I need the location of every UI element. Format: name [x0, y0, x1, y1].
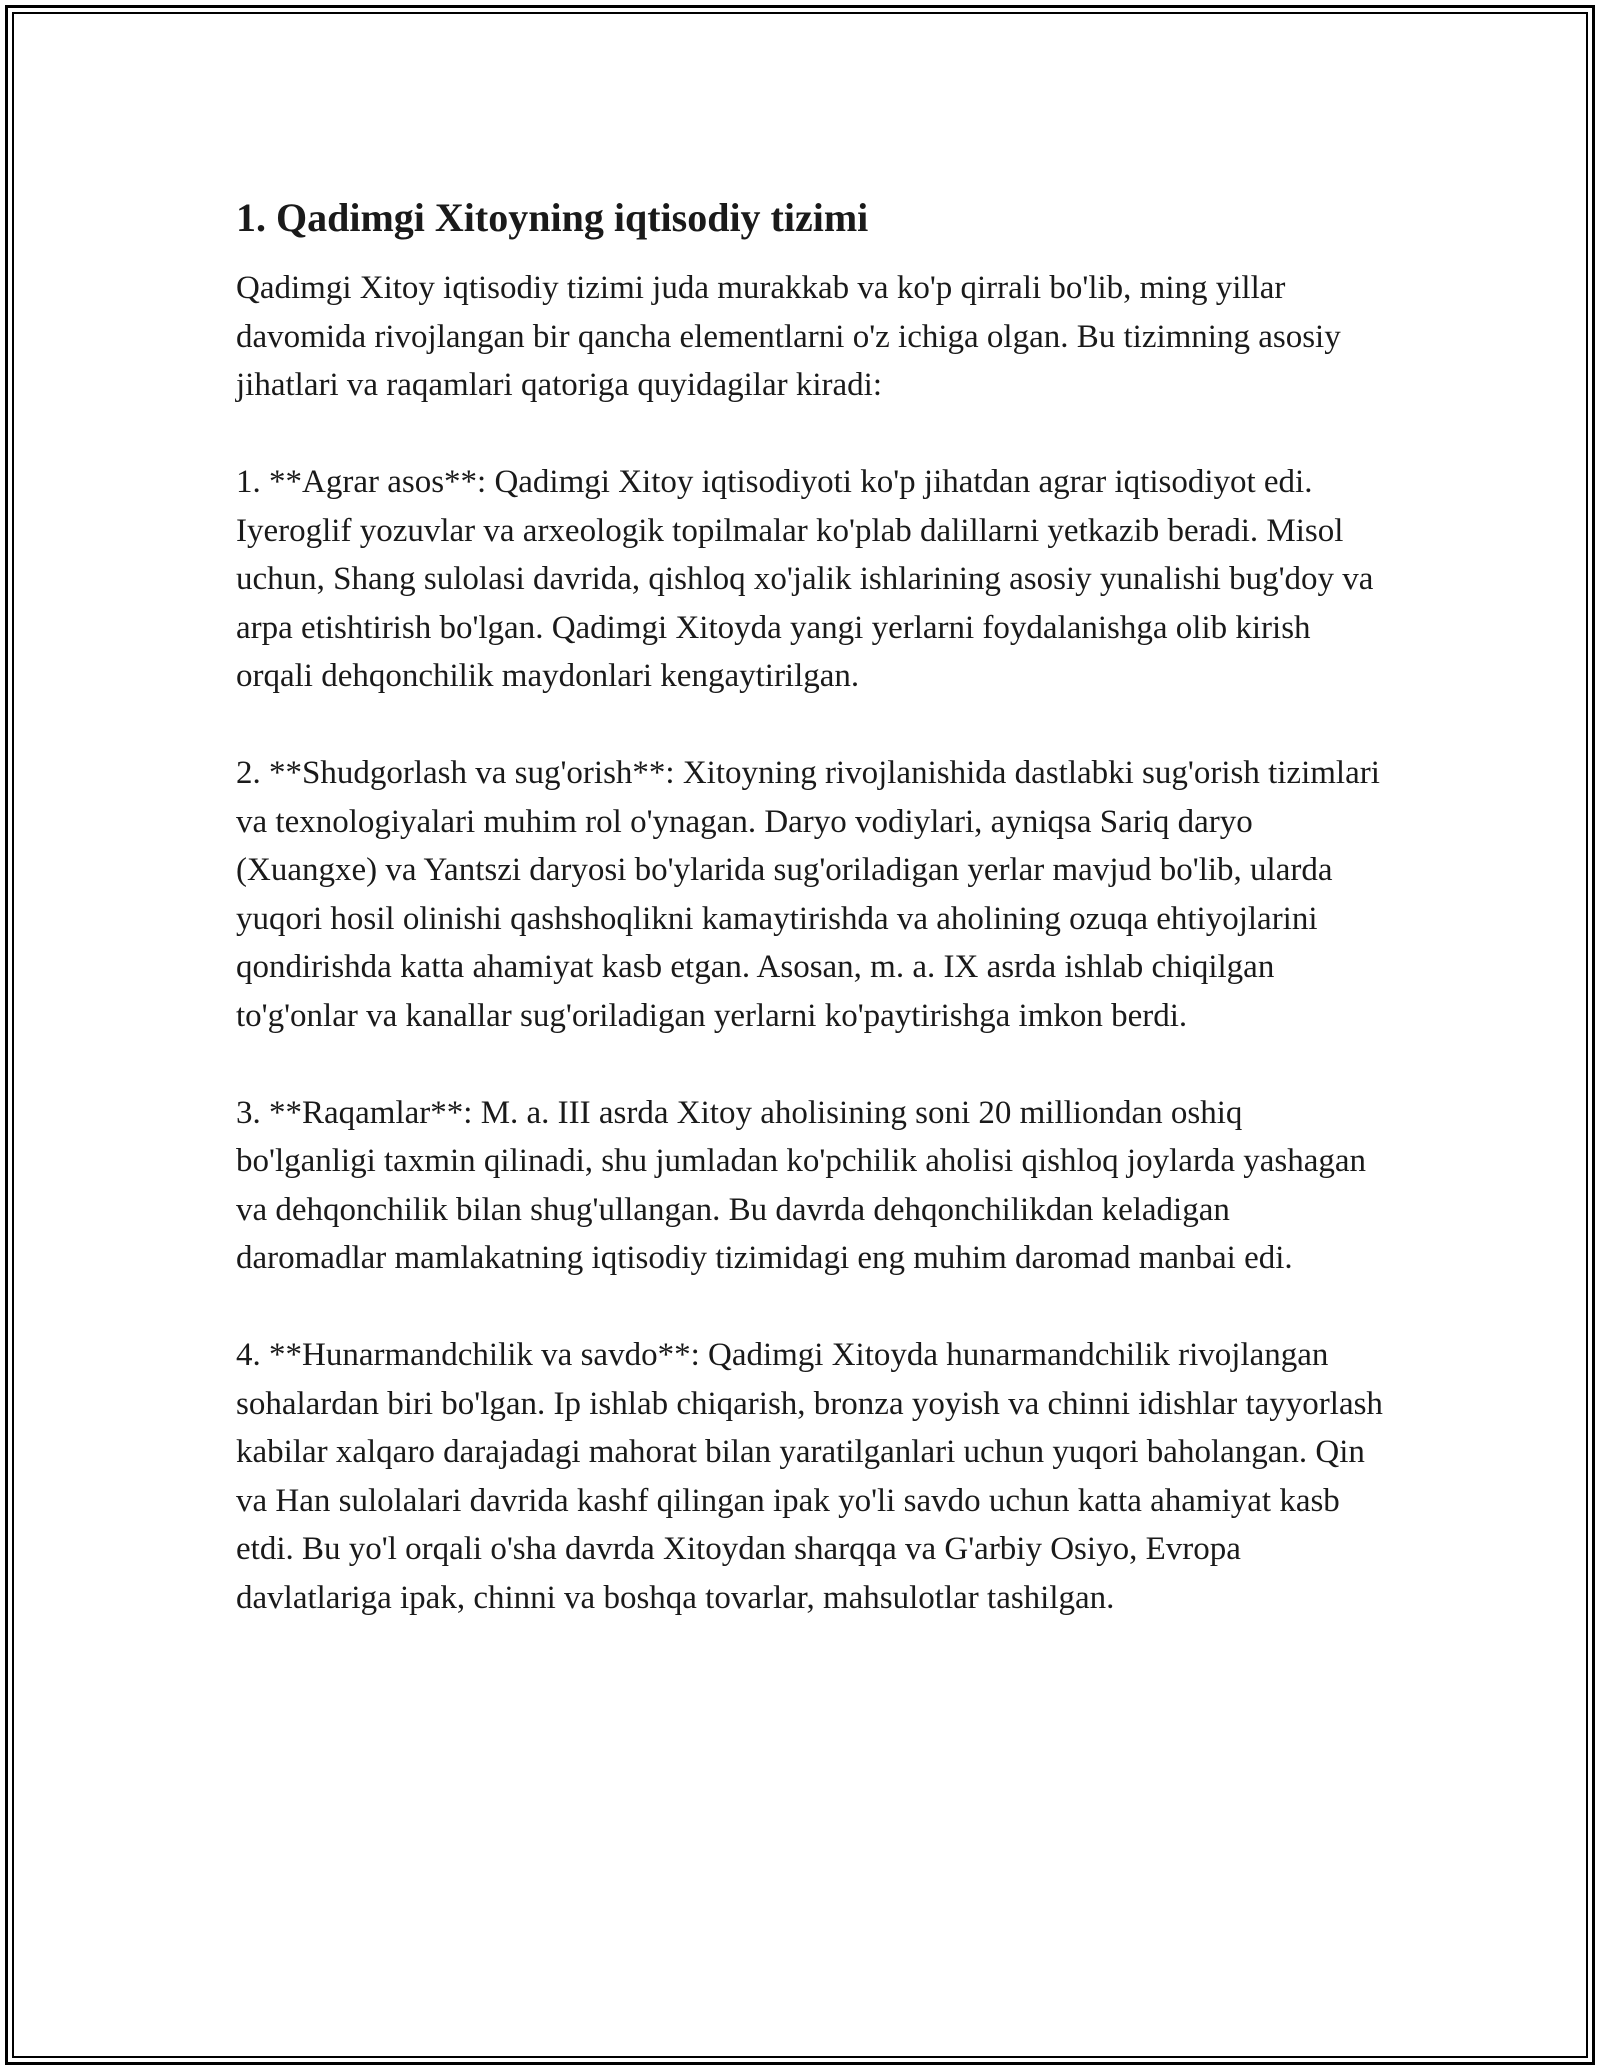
- paragraph-hunarmandchilik: 4. **Hunarmandchilik va savdo**: Qadimgi Xitoyda hunarmandchilik rivojlangan sohalardan biri bo'lgan. Ip ishlab chiqarish, bronza yoyish va chinni idishlar tayyorlash kabilar xalqaro darajadagi mahorat bilan yaratilganlari uchun yuqori baholangan. Qin va Han sulolalari davrida kashf qilingan ipak yo'li savdo uchun katta ahamiyat kasb etdi. Bu yo'l orqali o'sha davrda Xitoydan sharqqa va G'arbiy Osiyo, Evropa davlatlariga ipak, chinni va boshqa tovarlar, mahsulotlar tashilgan.: [236, 1337, 1383, 1616]
- document-body: [236, 180, 1386, 1671]
- section-heading: 1. Qadimgi Xitoyning iqtisodiy tizimi: [236, 195, 869, 240]
- intro-paragraph: Qadimgi Xitoy iqtisodiy tizimi juda murakkab va ko'p qirrali bo'lib, ming yillar davomida rivojlangan bir qancha elementlarni o'z ichiga olgan. Bu tizimning asosiy jihatlari va raqamlari qatoriga quyidagilar kiradi:: [236, 270, 1341, 403]
- paragraph-raqamlar: 3. **Raqamlar**: M. a. III asrda Xitoy aholisining soni 20 milliondan oshiq bo'lganligi taxmin qilinadi, shu jumladan ko'pchilik aholisi qishloq joylarda yashagan va dehqonchilik bilan shug'ullangan. Bu davrda dehqonchilikdan keladigan daromadlar mamlakatning iqtisodiy tizimidagi eng muhim daromad manbai edi.: [236, 1094, 1367, 1276]
- paragraph-shudgorlash: 2. **Shudgorlash va sug'orish**: Xitoyning rivojlanishida dastlabki sug'orish tizimlari va texnologiyalari muhim rol o'ynagan. Daryo vodiylari, ayniqsa Sariq daryo (Xuangxe) va Yantszi daryosi bo'ylarida sug'oriladigan yerlar mavjud bo'lib, ularda yuqori hosil olinishi qashshoqlikni kamaytirishda va aholining ozuqa ehtiyojlarini qondirishda katta ahamiyat kasb etgan. Asosan, m. a. IX asrda ishlab chiqilgan to'g'onlar va kanallar sug'oriladigan yerlarni ko'paytirishga imkon berdi.: [236, 755, 1380, 1034]
- paragraph-agrar-asos: 1. **Agrar asos**: Qadimgi Xitoy iqtisodiyoti ko'p jihatdan agrar iqtisodiyot edi. Iyeroglif yozuvlar va arxeologik topilmalar ko'plab dalillarni yetkazib beradi. Misol uchun, Shang sulolasi davrida, qishloq xo'jalik ishlarining asosiy yunalishi bug'doy va arpa etishtirish bo'lgan. Qadimgi Xitoyda yangi yerlarni foydalanishga olib kirish orqali dehqonchilik maydonlari kengaytirilgan.: [236, 464, 1374, 694]
